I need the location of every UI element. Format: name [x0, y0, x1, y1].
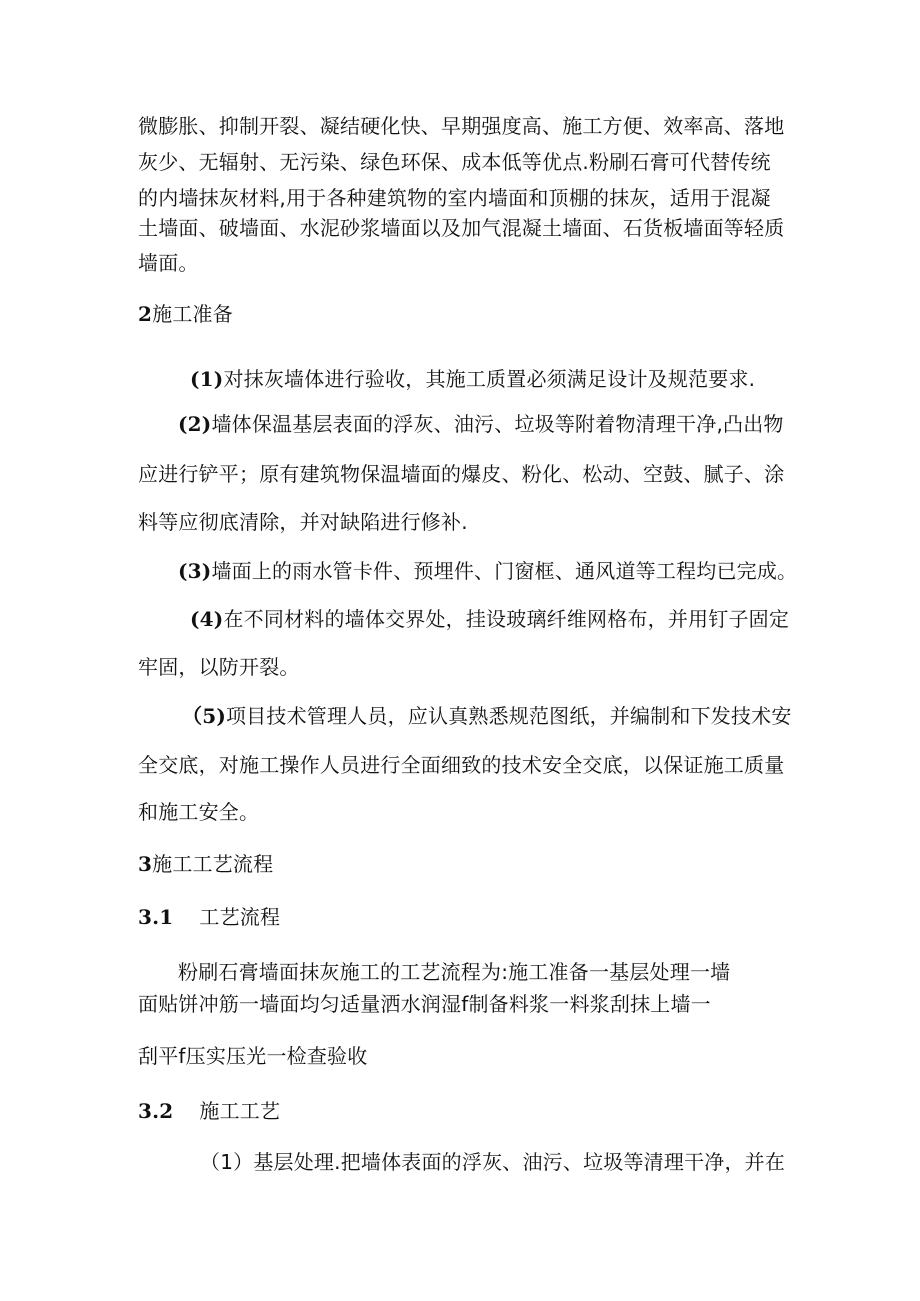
craft-item-1-text: 基层处理.把墙体表面的浮灰、油污、垃圾等清理干净，并在	[253, 1150, 786, 1174]
process-line-1: 粉刷石膏墙面抹灰施工的工艺流程为:施工准备一基层处理一墙	[178, 960, 731, 984]
prep-item-1-text: 对抹灰墙体进行验收，其施工质置必须满足设计及规范要求.	[223, 367, 756, 391]
intro-line-3: 的内墙抹灰材料,用于各种建筑物的室内墙面和顶棚的抹灰，适用于混凝	[138, 186, 771, 210]
prep-item-5-line-2: 全交底，对施工操作人员进行全面细致的技术安全交底，以保证施工质量	[138, 753, 785, 777]
prep-item-1	[190, 365, 755, 393]
section-3-number: 3	[138, 852, 153, 876]
subsection-3-2-title: 施工工艺	[199, 1099, 281, 1123]
subsection-3-1-number: 3.1	[138, 905, 174, 929]
intro-line-5: 墙面。	[138, 251, 199, 275]
subsection-3-2-number: 3.2	[138, 1099, 174, 1123]
prep-item-2-line-3: 料等应彻底清除，并对缺陷进行修补.	[138, 510, 468, 534]
prep-item-3-text: 墙面上的雨水管卡件、预埋件、门窗框、通风道等工程均已完成。	[211, 559, 798, 583]
process-line-3: 刮平f压实压光一检查验收	[138, 1044, 368, 1068]
prep-item-4-number: (4)	[190, 607, 224, 631]
intro-line-4: 土墙面、破墙面、水泥砂浆墙面以及加气混凝土墙面、石货板墙面等轻质	[138, 216, 785, 240]
section-2-number: 2	[138, 302, 153, 326]
intro-line-1: 微膨胀、抑制开裂、凝结硬化快、早期强度高、施工方便、效率高、落地	[138, 114, 785, 138]
craft-item-1	[200, 1148, 785, 1176]
subsection-3-1-title: 工艺流程	[199, 905, 281, 929]
prep-item-4-text-1: 在不同材料的墙体交界处，挂设玻璃纤维网格布，并用钉子固定	[223, 607, 790, 631]
prep-item-3-number: (3)	[178, 559, 212, 583]
craft-item-1-number: （1）	[200, 1150, 254, 1174]
prep-item-5-line-3: 和施工安全。	[138, 800, 260, 824]
prep-item-2-number: (2)	[178, 412, 212, 436]
prep-item-2-text-1: 墙体保温基层表面的浮灰、油污、垃圾等附着物清理干净,凸出物	[211, 412, 784, 436]
intro-line-2: 灰少、无辐射、无污染、绿色环保、成本低等优点.粉刷石膏可代替传统	[138, 150, 771, 174]
section-2-title: 施工准备	[152, 302, 233, 326]
section-3-heading	[138, 850, 273, 878]
prep-item-2-line-2: 应进行铲平；原有建筑物保温墙面的爆皮、粉化、松动、空鼓、腻子、涂	[138, 462, 785, 486]
prep-item-5-number: （5)	[182, 704, 226, 728]
prep-item-1-number: (1)	[190, 367, 224, 391]
section-3-title: 施工工艺流程	[152, 852, 274, 876]
section-2-heading	[138, 300, 233, 328]
subsection-3-2-heading	[138, 1097, 280, 1125]
prep-item-4	[190, 605, 789, 633]
prep-item-4-line-2: 牢固，以防开裂。	[138, 655, 300, 679]
prep-item-2	[178, 410, 784, 438]
prep-item-5	[182, 702, 792, 730]
process-line-2: 面贴饼冲筋一墙面均匀适量洒水润湿f制备料浆一料浆刮抹上墙一	[138, 992, 711, 1016]
subsection-3-1-heading	[138, 903, 280, 931]
prep-item-3	[178, 557, 797, 585]
prep-item-5-text-1: 项目技术管理人员，应认真熟悉规范图纸，并编制和下发技术安	[225, 704, 792, 728]
